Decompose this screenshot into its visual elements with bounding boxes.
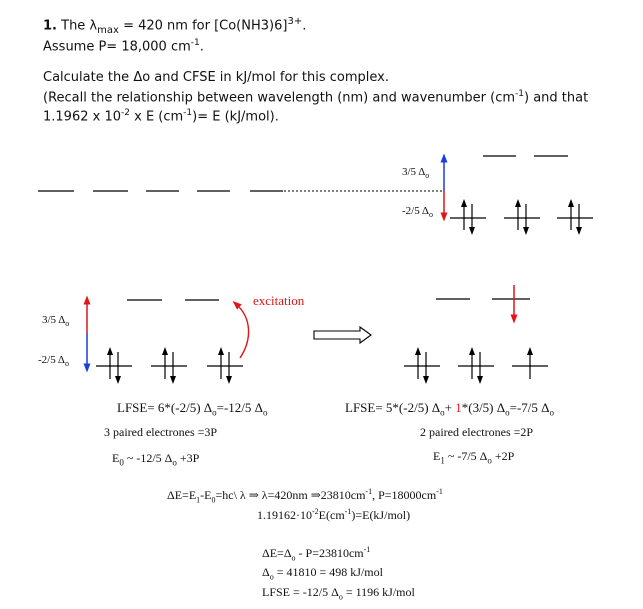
left-lfse: LFSE= 6*(-2/5) $\Delta_o=-12/5$ $\Delta_o$ [117,400,268,418]
problem-line-3: Calculate the Δo and CFSE in kJ/mol for this complex. [43,70,389,85]
right-lfse: LFSE= 5*(-2/5) $\Delta_o+ 1*(3/5)$ $\Delta_o=-7/5$ $\Delta_o$ [345,400,555,418]
solution-line-4: $\Delta_o = 41810 = 498$ kJ/mol [262,565,383,582]
transition-arrow [314,327,371,343]
right-paired-electrons: 2 paired electrones =2P [420,425,534,439]
right-energy: $E_1$ ~ -7/5 $\Delta_o +2P$ [433,449,515,466]
top-lower-split-label: -2/5 $\Delta_o$ [402,205,433,220]
problem-line-5: 1.1962 x $10^{-2}$ x E $(cm^{-1})= E$ (kJ/mol). [43,108,279,125]
left-lower-split-label: -2/5 $\Delta_o$ [38,354,69,369]
solution-line-2: $1.19162\cdot 10^{-2}E(cm^{-1})=E(kJ/mol)$ [257,507,411,522]
solution-line-3: $\Delta E=\Delta_o - P=23810cm^{-1}$ [262,545,371,563]
top-upper-split-label: 3/5 $\Delta_o$ [402,166,430,181]
excitation-arrow [236,304,249,358]
top-t2g-electrons [464,203,579,231]
solution-line-5: LFSE = -12/5 $\Delta_o = 1196$ kJ/mol [262,585,415,602]
problem-line-1: 1. The $\lambda_{max} = 420$ nm for $[Co(NH3)6]^{3+}$. [43,16,307,36]
solution-line-1: $\Delta E=E_1-E_0=hc\backslash$ λ ⇒ λ=420nm $\Rightarrow 23810cm^{-1}$, $P=18000cm^{-1}$ [167,487,443,505]
left-paired-electrons: 3 paired electrones =3P [104,425,218,439]
left-energy: $E_0$ ~ -12/5 $\Delta_o +3P$ [112,451,200,468]
problem-line-2: Assume P= 18,000 $cm^{-1}$. [43,38,204,55]
excitation-label: excitation [253,293,305,308]
problem-line-4: (Recall the relationship between wavelength (nm) and wavenumber $(cm^{-1})$ and that [43,89,589,106]
left-upper-split-label: 3/5 $\Delta_o$ [42,314,70,329]
